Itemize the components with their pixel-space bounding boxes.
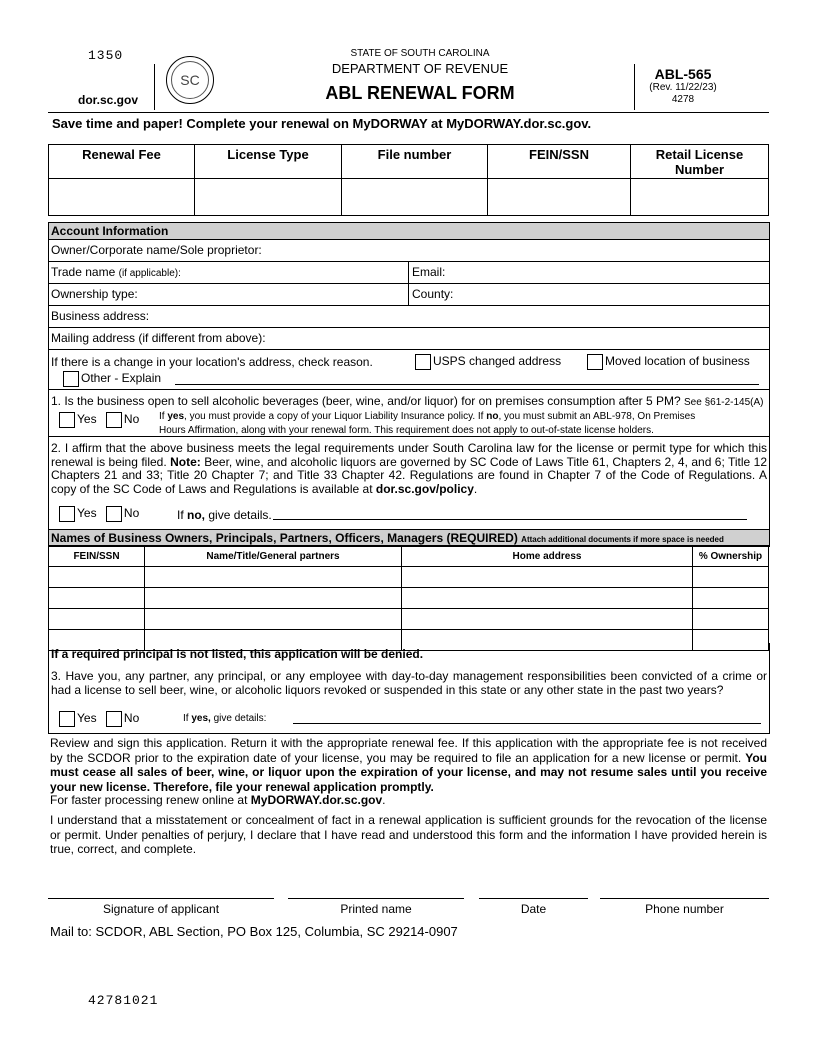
usps-changed-checkbox[interactable] [415, 354, 431, 370]
seal-emblem: SC [171, 61, 209, 99]
footer-code: 42781021 [88, 993, 159, 1008]
ownership-type-field[interactable] [49, 284, 409, 305]
instructions-paragraph: Review and sign this application. Return it with the appropriate renewal fee. If this application with the appropriate fee is not received by the SCDOR prior to the expiration date of your license, you may be required to file an application for a new license or permit. You must cease all sales of beer, wine, or liquor upon the expiration of your license, and may not resume sales until you receive your new license. Therefore, file your renewal application promptly. [50, 736, 767, 794]
question-1-text: 1. Is the business open to sell alcoholic beverages (beer, wine, and/or liquor) for on premises consumption after 5 PM? [51, 394, 681, 408]
q2-no-label: No [123, 506, 140, 521]
q3-no-checkbox[interactable] [106, 711, 122, 727]
trade-name-field[interactable] [49, 262, 409, 283]
ownership-type-label: Ownership type: [51, 287, 138, 301]
owners-table [48, 545, 769, 651]
q2-no-checkbox[interactable] [106, 506, 122, 522]
department-name: DEPARTMENT OF REVENUE [331, 61, 509, 76]
address-change-row [49, 350, 769, 390]
phone-line[interactable] [600, 898, 769, 899]
question-1-note: If yes, you must provide a copy of your Liquor Liability Insurance policy. If no, you must submit an ABL-978, On Premises Hours Affirmation, along with your renewal form. This requirement does not apply to out-of-state license holders. [159, 411, 696, 436]
table-row [49, 609, 769, 630]
other-explain-line[interactable] [175, 384, 759, 385]
account-information-section [48, 222, 770, 547]
email-label: Email: [412, 265, 446, 279]
q3-details-label: If yes, give details: [183, 713, 267, 724]
form-revision: (Rev. 11/22/23) [649, 82, 717, 93]
printed-name-label: Printed name [340, 902, 412, 916]
header-license-type: License Type [195, 145, 342, 179]
signature-label: Signature of applicant [102, 902, 220, 916]
mailing-address-row[interactable] [49, 328, 769, 350]
question-1-reference: See §61-2-145(A) [684, 397, 764, 408]
question-2-row [49, 437, 769, 530]
header-retail-license: Retail License Number [631, 145, 769, 179]
q3-no-label: No [123, 711, 140, 726]
question-2-text: 2. I affirm that the above business meets the legal requirements under South Carolina law for the license or permit type for which this renewal is being filed. Note: Beer, wine, and alcoholic liquors are governed by SC Code of Laws Title 61, Chapters 2, 4, and 6; Title 12 Chapters 21 and 33; Title 20 Chapter 7; and Title 33 Chapter 42. Regulations are found in Chapter 7 of the Code of Regulations. A copy of the SC Code of Laws and Regulations is available at dor.sc.gov/policy. [51, 441, 768, 496]
date-line[interactable] [479, 898, 588, 899]
other-explain-label: Other - Explain [81, 371, 162, 386]
owners-heading: Names of Business Owners, Principals, Partners, Officers, Managers (REQUIRED) Attach additional documents if more space is needed [49, 530, 769, 546]
perjury-declaration: I understand that a misstatement or concealment of fact in a renewal application is sufficient grounds for the revocation of the license or permit. Under penalties of perjury, I declare that I have read and understood this form and the information I have provided herein is true, correct, and complete. [50, 813, 767, 857]
license-type-field[interactable] [195, 179, 342, 216]
signature-line[interactable] [48, 898, 274, 899]
business-address-label: Business address: [51, 309, 150, 323]
address-change-label: If there is a change in your location's address, check reason. [51, 355, 373, 369]
renewal-fee-field[interactable] [49, 179, 195, 216]
question-3-text: 3. Have you, any partner, any principal, or any employee with day-to-day management responsibilities been convicted of a crime or had a license to sell beer, wine, or alcoholic liquors revoked or suspended in this state or any other state in the past two years? [51, 669, 767, 697]
form-code-top: 1350 [88, 48, 124, 63]
owner-name-row[interactable] [49, 240, 769, 262]
header-file-number: File number [342, 145, 488, 179]
mail-to-address: Mail to: SCDOR, ABL Section, PO Box 125, Columbia, SC 29214-0907 [50, 924, 458, 939]
trade-email-row [49, 262, 769, 284]
q1-no-checkbox[interactable] [106, 412, 122, 428]
mailing-address-label: Mailing address (if different from above): [51, 331, 266, 345]
state-name: STATE OF SOUTH CAROLINA [350, 48, 490, 59]
state-seal [166, 56, 214, 104]
q1-no-label: No [123, 412, 140, 427]
trade-name-note: (if applicable): [118, 268, 181, 279]
header-rule [48, 112, 769, 113]
question-3-section [48, 643, 770, 734]
q1-yes-checkbox[interactable] [59, 412, 75, 428]
header-renewal-fee: Renewal Fee [49, 145, 195, 179]
owners-col-address: Home address [402, 546, 693, 567]
q1-yes-label: Yes [77, 412, 97, 427]
q2-details-label: If no, give details. [177, 508, 272, 522]
header-divider-right [634, 64, 635, 110]
header-divider-left [154, 64, 155, 110]
fein-ssn-field[interactable] [488, 179, 631, 216]
county-field[interactable] [410, 284, 455, 305]
owners-col-name: Name/Title/General partners [145, 546, 402, 567]
owners-col-fein: FEIN/SSN [49, 546, 145, 567]
phone-label: Phone number [645, 902, 724, 916]
table-row [49, 588, 769, 609]
form-title: ABL RENEWAL FORM [325, 83, 515, 103]
printed-name-line[interactable] [288, 898, 464, 899]
website: dor.sc.gov [78, 93, 139, 107]
q2-details-line[interactable] [273, 519, 747, 520]
form-id: ABL-565 [654, 66, 712, 82]
denial-notice: If a required principal is not listed, this application will be denied. [51, 647, 424, 661]
fee-table [48, 144, 769, 216]
question-1-row [49, 390, 769, 437]
retail-license-field[interactable] [631, 179, 769, 216]
other-explain-checkbox[interactable] [63, 371, 79, 387]
account-heading: Account Information [49, 223, 769, 240]
file-number-field[interactable] [342, 179, 488, 216]
q3-yes-checkbox[interactable] [59, 711, 75, 727]
q2-yes-checkbox[interactable] [59, 506, 75, 522]
email-field[interactable] [410, 262, 447, 283]
save-time-notice: Save time and paper! Complete your renewal on MyDORWAY at MyDORWAY.dor.sc.gov. [52, 116, 592, 131]
ownership-county-row [49, 284, 769, 306]
owner-name-label: Owner/Corporate name/Sole proprietor: [51, 243, 262, 257]
usps-changed-label: USPS changed address [433, 354, 562, 369]
trade-name-label: Trade name [51, 265, 116, 279]
business-address-row[interactable] [49, 306, 769, 328]
header-fein-ssn: FEIN/SSN [488, 145, 631, 179]
q3-yes-label: Yes [77, 711, 97, 726]
moved-location-label: Moved location of business [605, 354, 750, 369]
owners-col-ownership: % Ownership [693, 546, 769, 567]
form-number: 4278 [671, 94, 695, 105]
moved-location-checkbox[interactable] [587, 354, 603, 370]
table-row [49, 567, 769, 588]
q2-yes-label: Yes [77, 506, 97, 521]
q3-details-line[interactable] [293, 723, 761, 724]
county-label: County: [412, 287, 454, 301]
online-notice: For faster processing renew online at MyDORWAY.dor.sc.gov. [50, 793, 386, 807]
date-label: Date [520, 902, 547, 916]
